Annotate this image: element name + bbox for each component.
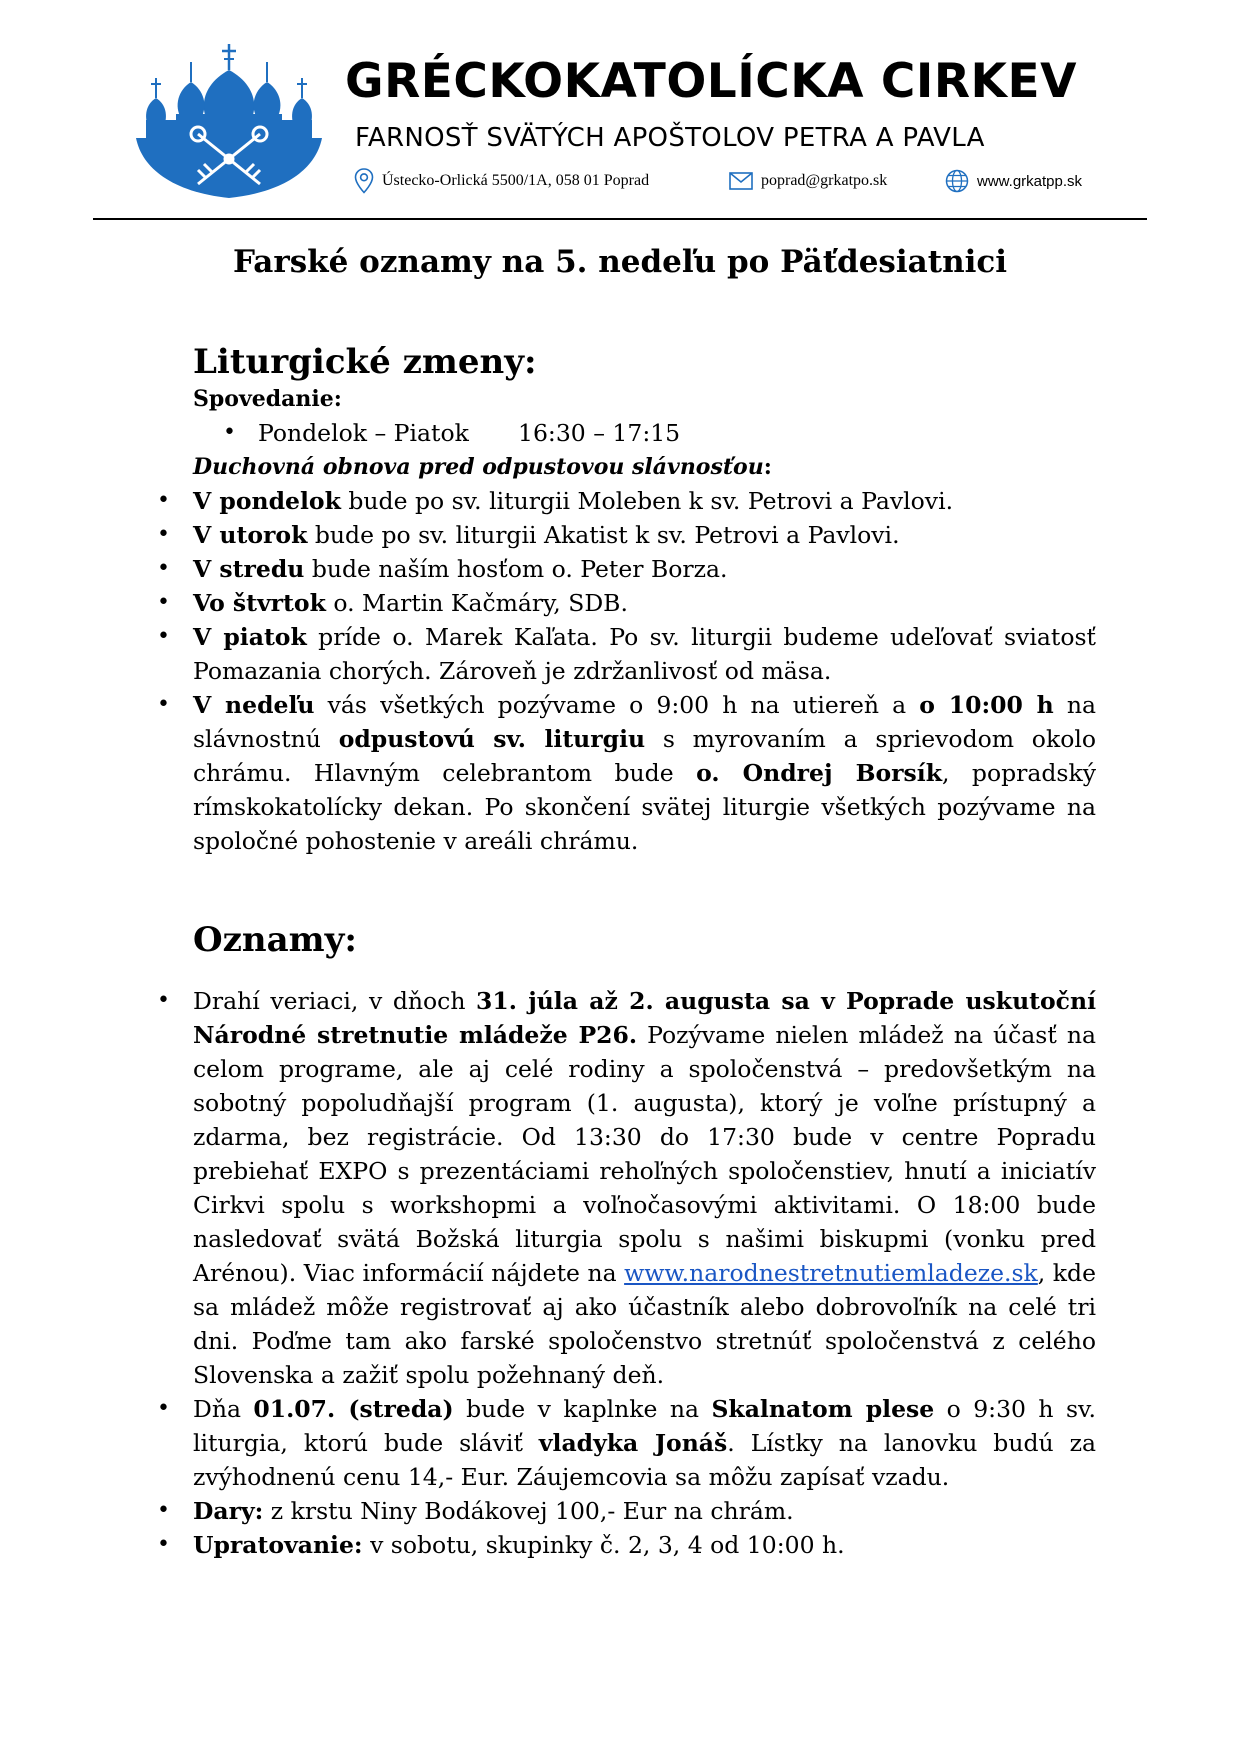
list-item: • Vo štvrtok o. Martin Kačmáry, SDB.: [193, 586, 1096, 620]
organization-name: GRÉCKOKATOLÍCKA CIRKEV: [345, 54, 1077, 109]
list-item: • V nedeľu vás všetkých pozývame o 9:00 h na utiereň a o 10:00 h na slávnostnú odpustovú sv. liturgiu s myrovaním a sprievodom okolo chrámu. Hlavným celebrantom bude o. Ondrej Borsík, popradský rímskokatolícky dekan. Po skončení svätej liturgie všetkých pozývame na spoločné pohostenie v areáli chrámu.: [193, 688, 1096, 858]
youth-meeting-link[interactable]: www.narodnestretnutiemladeze.sk: [624, 1259, 1038, 1287]
address-text: Ústecko-Orlická 5500/1A, 058 01 Poprad: [382, 172, 650, 189]
globe-icon: [945, 169, 969, 193]
document-title: Farské oznamy na 5. nedeľu po Päťdesiatnici: [232, 244, 1008, 280]
list-item: • V piatok príde o. Marek Kaľata. Po sv. liturgii budeme udeľovať sviatosť Pomazania chorých. Zároveň je zdržanlivosť od mäsa.: [193, 620, 1096, 688]
list-item: • Drahí veriaci, v dňoch 31. júla až 2. augusta sa v Poprade uskutoční Národné stretnutie mládeže P26. Pozývame nielen mládež na účasť na celom programe, ale aj celé rodiny a spoločenstvá – predovšetkým na sobotný popoludňajší program (1. augusta), ktorý je voľne prístupný a zdarma, bez registrácie. Od 13:30 do 17:30 bude v centre Popradu prebiehať EXPO s prezentáciami rehoľných spoločenstiev, hnutí a iniciatív Cirkvi spolu s workshopmi a voľnočasovými aktivitami. O 18:00 bude nasledovať svätá Božská liturgia spolu s našimi biskupmi (vonku pred Arénou). Viac informácií nájdete na www.narodnestretnutiemladeze.sk, kde sa mládež môže registrovať aj ako účastník alebo dobrovoľník na celé tri dni. Poďme tam ako farské spoločenstvo stretnúť spoločenstvá z celého Slovenska a zažiť spolu požehnaný deň.: [193, 984, 1096, 1392]
liturgical-list: [193, 484, 1096, 858]
confession-time: 16:30 – 17:15: [518, 419, 681, 447]
announcements-heading: Oznamy:: [193, 920, 357, 960]
contact-email[interactable]: [729, 166, 887, 196]
list-item: • V stredu bude naším hosťom o. Peter Borza.: [193, 552, 1096, 586]
website-text[interactable]: www.grkatpp.sk: [977, 172, 1083, 190]
liturgical-heading: Liturgické zmeny:: [193, 342, 537, 382]
envelope-icon: [729, 172, 753, 190]
announcements-list: [193, 984, 1096, 1562]
list-item: • Dňa 01.07. (streda) bude v kaplnke na Skalnatom plese o 9:30 h sv. liturgia, ktorú bude sláviť vladyka Jonáš. Lístky na lanovku budú za zvýhodnenú cenu 14,- Eur. Záujemcovia sa môžu zapísať vzadu.: [193, 1392, 1096, 1494]
header-divider: [93, 218, 1147, 220]
parish-name: FARNOSŤ SVÄTÝCH APOŠTOLOV PETRA A PAVLA: [355, 123, 985, 153]
location-pin-icon: [354, 168, 374, 194]
list-item: • Upratovanie: v sobotu, skupinky č. 2, 3, 4 od 10:00 h.: [193, 1528, 1096, 1562]
list-item: • Dary: z krstu Niny Bodákovej 100,- Eur na chrám.: [193, 1494, 1096, 1528]
church-logo: [136, 42, 322, 202]
confession-label: Spovedanie:: [193, 386, 342, 412]
confession-schedule: [258, 416, 681, 450]
contact-website[interactable]: [945, 166, 1082, 196]
list-item: • V pondelok bude po sv. liturgii Moleben k sv. Petrovi a Pavlovi.: [193, 484, 1096, 518]
email-text[interactable]: poprad@grkatpo.sk: [761, 172, 888, 189]
contact-address: [354, 166, 649, 196]
list-item: • V utorok bude po sv. liturgii Akatist k sv. Petrovi a Pavlovi.: [193, 518, 1096, 552]
retreat-label: Duchovná obnova pred odpustovou slávnosťou:: [193, 454, 772, 480]
confession-days: Pondelok – Piatok: [258, 419, 469, 447]
